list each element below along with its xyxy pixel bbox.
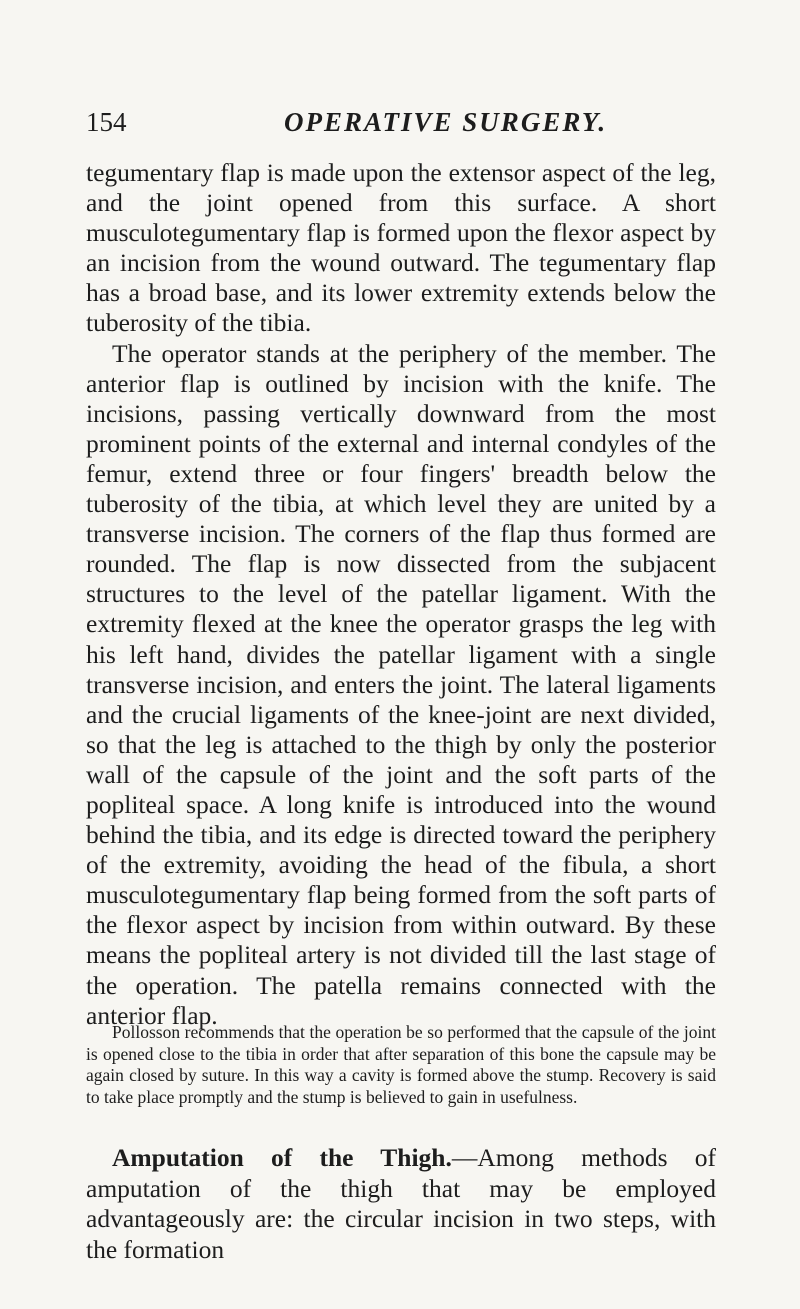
- page-header: [86, 102, 710, 142]
- running-title: OPERATIVE SURGERY.: [284, 107, 608, 137]
- section-paragraph: [86, 1143, 716, 1265]
- main-text: [86, 158, 716, 1031]
- paragraph: tegumentary flap is made upon the extensor aspect of the leg, and the joint opened from this surface. A short musculotegumentary flap is formed upon the flexor aspect by an incision from the wound outward. The tegumentary flap has a broad base, and its lower extremity extends below the tuberosity of the tibia.: [86, 158, 716, 338]
- section-text: —Among methods of amputation of the thigh that may be employed advantageously are: the circular incision in two steps, with the formation: [86, 1143, 716, 1264]
- section-heading: Amputation of the Thigh.: [112, 1143, 452, 1172]
- page-number: 154: [86, 107, 127, 137]
- paragraph: The operator stands at the periphery of the member. The anterior flap is outlined by incision with the knife. The incisions, passing vertically downward from the most prominent points of the external and internal condyles of the femur, extend three or four fingers' breadth below the tuberosity of the tibia, at which level they are united by a transverse incision. The corners of the flap thus formed are rounded. The flap is now dissected from the subjacent structures to the level of the patellar ligament. With the extremity flexed at the knee the operator grasps the leg with his left hand, divides the patellar ligament with a single transverse incision, and enters the joint. The lateral ligaments and the crucial ligaments of the knee-joint are next divided, so that the leg is attached to the thigh by only the posterior wall of the capsule of the joint and the soft parts of the popliteal space. A long knife is introduced into the wound behind the tibia, and its edge is directed toward the periphery of the extremity, avoiding the head of the fibula, a short musculotegumentary flap being formed from the soft parts of the flexor aspect by incision from within outward. By these means the popliteal artery is not divided till the last stage of the operation. The patella remains connected with the anterior flap.: [86, 338, 716, 1030]
- footnote-paragraph: Pollosson recommends that the operation be so performed that the capsule of the joint is opened close to the tibia in order that after separation of this bone the capsule may be again closed by suture. In this way a cavity is formed above the stump. Recovery is said to take place promptly and the stump is believed to gain in usefulness.: [86, 1022, 716, 1107]
